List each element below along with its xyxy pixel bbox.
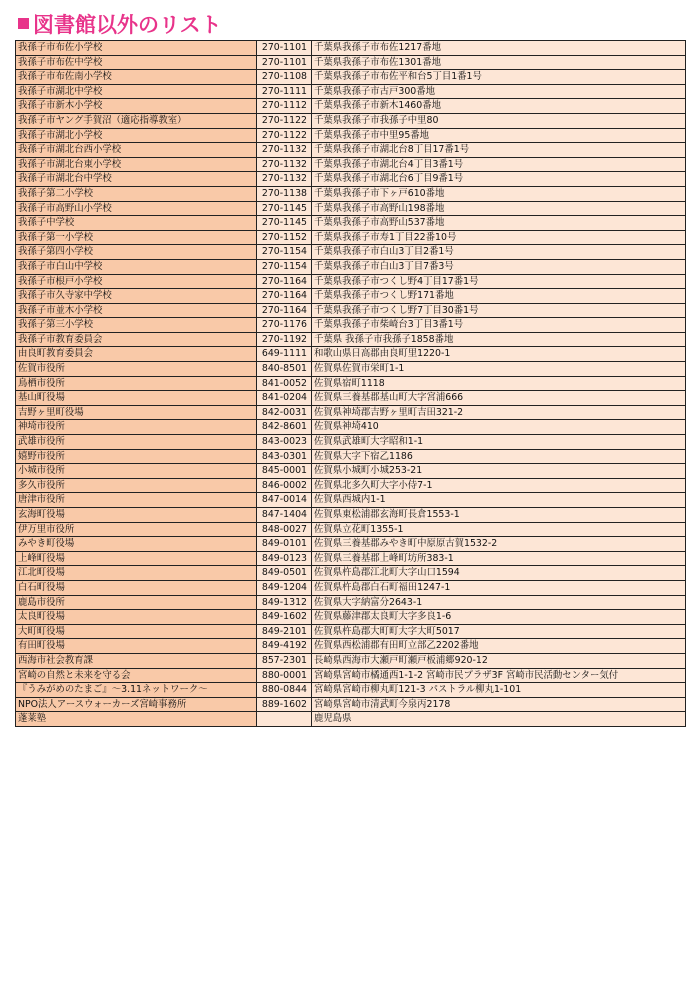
zip-cell: 270-1154 bbox=[257, 259, 312, 274]
zip-cell: 270-1108 bbox=[257, 70, 312, 85]
address-cell: 佐賀県神埼郡吉野ヶ里町吉田321-2 bbox=[312, 405, 686, 420]
table-row bbox=[16, 41, 686, 56]
name-cell: 我孫子市並木小学校 bbox=[16, 303, 257, 318]
zip-cell: 270-1192 bbox=[257, 332, 312, 347]
zip-cell: 270-1132 bbox=[257, 172, 312, 187]
zip-cell: 270-1164 bbox=[257, 289, 312, 304]
name-cell: 小城市役所 bbox=[16, 464, 257, 479]
table-row bbox=[16, 712, 686, 727]
zip-cell: 270-1122 bbox=[257, 128, 312, 143]
table-row bbox=[16, 172, 686, 187]
address-cell: 千葉県我孫子市新木1460番地 bbox=[312, 99, 686, 114]
table-row bbox=[16, 478, 686, 493]
address-cell: 佐賀県東松浦郡玄海町長倉1553-1 bbox=[312, 508, 686, 523]
table-row bbox=[16, 639, 686, 654]
zip-cell: 270-1101 bbox=[257, 41, 312, 56]
zip-cell: 849-0101 bbox=[257, 537, 312, 552]
address-cell: 佐賀県大字納富分2643-1 bbox=[312, 595, 686, 610]
name-cell: 鳥栖市役所 bbox=[16, 376, 257, 391]
address-cell: 千葉県我孫子市つくし野4丁目17番1号 bbox=[312, 274, 686, 289]
name-cell: 我孫子市布佐中学校 bbox=[16, 55, 257, 70]
zip-cell: 847-1404 bbox=[257, 508, 312, 523]
name-cell: 由良町教育委員会 bbox=[16, 347, 257, 362]
address-cell: 佐賀県三養基郡基山町大字宮浦666 bbox=[312, 391, 686, 406]
address-cell: 千葉県我孫子市布佐1301番地 bbox=[312, 55, 686, 70]
table-row bbox=[16, 274, 686, 289]
name-cell: 我孫子市湖北中学校 bbox=[16, 84, 257, 99]
address-cell: 佐賀県北多久町大字小侍7-1 bbox=[312, 478, 686, 493]
name-cell: NPO法人アースウォーカーズ宮崎事務所 bbox=[16, 697, 257, 712]
table-row bbox=[16, 697, 686, 712]
table-row bbox=[16, 566, 686, 581]
zip-cell: 843-0301 bbox=[257, 449, 312, 464]
address-cell: 佐賀県西松浦郡有田町立部乙2202番地 bbox=[312, 639, 686, 654]
name-cell: 伊万里市役所 bbox=[16, 522, 257, 537]
address-cell: 千葉県我孫子市下ヶ戸610番地 bbox=[312, 186, 686, 201]
address-cell: 千葉県我孫子市白山3丁目7番3号 bbox=[312, 259, 686, 274]
address-cell: 千葉県我孫子市湖北台4丁目3番1号 bbox=[312, 157, 686, 172]
address-cell: 佐賀県三養基郡みやき町中原原古賀1532-2 bbox=[312, 537, 686, 552]
zip-cell: 270-1145 bbox=[257, 201, 312, 216]
name-cell: 蓬莱塾 bbox=[16, 712, 257, 727]
table-row bbox=[16, 157, 686, 172]
name-cell: 『うみがめのたまご』～3.11ネットワーク～ bbox=[16, 683, 257, 698]
table-row bbox=[16, 668, 686, 683]
table-row bbox=[16, 332, 686, 347]
table-row bbox=[16, 99, 686, 114]
name-cell: 我孫子市湖北台西小学校 bbox=[16, 143, 257, 158]
address-cell: 長崎県西海市大瀬戸町瀬戸板浦郷920-12 bbox=[312, 653, 686, 668]
name-cell: 太良町役場 bbox=[16, 610, 257, 625]
name-cell: みやき町役場 bbox=[16, 537, 257, 552]
name-cell: 我孫子市久寺家中学校 bbox=[16, 289, 257, 304]
name-cell: 西海市社会教育課 bbox=[16, 653, 257, 668]
zip-cell: 880-0001 bbox=[257, 668, 312, 683]
zip-cell: 270-1152 bbox=[257, 230, 312, 245]
table-row bbox=[16, 435, 686, 450]
name-cell: 我孫子第四小学校 bbox=[16, 245, 257, 260]
name-cell: 我孫子第三小学校 bbox=[16, 318, 257, 333]
address-cell: 千葉県我孫子市寿1丁目22番10号 bbox=[312, 230, 686, 245]
zip-cell: 849-1602 bbox=[257, 610, 312, 625]
name-cell: 嬉野市役所 bbox=[16, 449, 257, 464]
zip-cell: 846-0002 bbox=[257, 478, 312, 493]
zip-cell: 270-1132 bbox=[257, 143, 312, 158]
table-row bbox=[16, 245, 686, 260]
address-cell: 千葉県我孫子市古戸300番地 bbox=[312, 84, 686, 99]
table-row bbox=[16, 522, 686, 537]
table-row bbox=[16, 464, 686, 479]
zip-cell: 849-1204 bbox=[257, 580, 312, 595]
name-cell: 大町町役場 bbox=[16, 624, 257, 639]
name-cell: 我孫子市湖北小学校 bbox=[16, 128, 257, 143]
table-row bbox=[16, 201, 686, 216]
title-square-icon bbox=[18, 18, 29, 29]
zip-cell: 270-1164 bbox=[257, 303, 312, 318]
zip-cell: 270-1176 bbox=[257, 318, 312, 333]
name-cell: 我孫子第一小学校 bbox=[16, 230, 257, 245]
zip-cell: 840-8501 bbox=[257, 362, 312, 377]
address-cell: 宮崎県宮崎市柳丸町121-3 パストラル柳丸1-101 bbox=[312, 683, 686, 698]
zip-cell: 880-0844 bbox=[257, 683, 312, 698]
name-cell: 我孫子市新木小学校 bbox=[16, 99, 257, 114]
address-cell: 佐賀県神埼410 bbox=[312, 420, 686, 435]
address-cell: 佐賀県杵島郡江北町大字山口1594 bbox=[312, 566, 686, 581]
zip-cell: 847-0014 bbox=[257, 493, 312, 508]
name-cell: 我孫子市布佐小学校 bbox=[16, 41, 257, 56]
table-row bbox=[16, 318, 686, 333]
address-cell: 千葉県我孫子市高野山198番地 bbox=[312, 201, 686, 216]
zip-cell: 849-4192 bbox=[257, 639, 312, 654]
institution-table bbox=[15, 40, 686, 727]
address-cell: 佐賀県宿町1118 bbox=[312, 376, 686, 391]
table-row bbox=[16, 303, 686, 318]
address-cell: 千葉県我孫子市中里95番地 bbox=[312, 128, 686, 143]
name-cell: 我孫子市教育委員会 bbox=[16, 332, 257, 347]
zip-cell: 889-1602 bbox=[257, 697, 312, 712]
address-cell: 千葉県我孫子市湖北台6丁目9番1号 bbox=[312, 172, 686, 187]
name-cell: 鹿島市役所 bbox=[16, 595, 257, 610]
table-row bbox=[16, 216, 686, 231]
zip-cell: 270-1154 bbox=[257, 245, 312, 260]
address-cell: 千葉県我孫子市つくし野171番地 bbox=[312, 289, 686, 304]
address-cell: 鹿児島県 bbox=[312, 712, 686, 727]
address-cell: 佐賀県西城内1-1 bbox=[312, 493, 686, 508]
address-cell: 千葉県我孫子市白山3丁目2番1号 bbox=[312, 245, 686, 260]
name-cell: 我孫子市湖北台中学校 bbox=[16, 172, 257, 187]
zip-cell: 845-0001 bbox=[257, 464, 312, 479]
name-cell: 玄海町役場 bbox=[16, 508, 257, 523]
name-cell: 唐津市役所 bbox=[16, 493, 257, 508]
name-cell: 江北町役場 bbox=[16, 566, 257, 581]
name-cell: 我孫子市ヤング手賀沼（適応指導教室） bbox=[16, 113, 257, 128]
table-row bbox=[16, 259, 686, 274]
zip-cell: 649-1111 bbox=[257, 347, 312, 362]
address-cell: 佐賀県大字下宿乙1186 bbox=[312, 449, 686, 464]
address-cell: 佐賀県杵島郡白石町福田1247-1 bbox=[312, 580, 686, 595]
address-cell: 佐賀県藤津郡太良町大字多良1-6 bbox=[312, 610, 686, 625]
table-row bbox=[16, 362, 686, 377]
name-cell: 我孫子市湖北台東小学校 bbox=[16, 157, 257, 172]
name-cell: 武雄市役所 bbox=[16, 435, 257, 450]
zip-cell: 842-0031 bbox=[257, 405, 312, 420]
zip-cell: 270-1111 bbox=[257, 84, 312, 99]
address-cell: 佐賀県杵島郡大町町大字大町5017 bbox=[312, 624, 686, 639]
name-cell: 上峰町役場 bbox=[16, 551, 257, 566]
zip-cell: 270-1132 bbox=[257, 157, 312, 172]
name-cell: 宮崎の自然と未来を守る会 bbox=[16, 668, 257, 683]
table-row bbox=[16, 493, 686, 508]
name-cell: 吉野ヶ里町役場 bbox=[16, 405, 257, 420]
table-row bbox=[16, 683, 686, 698]
name-cell: 佐賀市役所 bbox=[16, 362, 257, 377]
address-cell: 宮崎県宮崎市橘通西1-1-2 宮崎市民プラザ3F 宮崎市民活動センター気付 bbox=[312, 668, 686, 683]
zip-cell: 843-0023 bbox=[257, 435, 312, 450]
table-row bbox=[16, 595, 686, 610]
table-row bbox=[16, 143, 686, 158]
zip-cell: 841-0204 bbox=[257, 391, 312, 406]
address-cell: 千葉県我孫子市布佐1217番地 bbox=[312, 41, 686, 56]
page-title bbox=[18, 10, 222, 40]
name-cell: 基山町役場 bbox=[16, 391, 257, 406]
name-cell: 我孫子市高野山小学校 bbox=[16, 201, 257, 216]
name-cell: 我孫子中学校 bbox=[16, 216, 257, 231]
table-row bbox=[16, 580, 686, 595]
name-cell: 我孫子市白山中学校 bbox=[16, 259, 257, 274]
address-cell: 千葉県我孫子市つくし野7丁目30番1号 bbox=[312, 303, 686, 318]
zip-cell: 849-0123 bbox=[257, 551, 312, 566]
name-cell: 我孫子市布佐南小学校 bbox=[16, 70, 257, 85]
table-row bbox=[16, 508, 686, 523]
address-cell: 佐賀県佐賀市栄町1-1 bbox=[312, 362, 686, 377]
table-row bbox=[16, 113, 686, 128]
name-cell: 我孫子第二小学校 bbox=[16, 186, 257, 201]
zip-cell bbox=[257, 712, 312, 727]
table-row bbox=[16, 289, 686, 304]
name-cell: 我孫子市根戸小学校 bbox=[16, 274, 257, 289]
name-cell: 神埼市役所 bbox=[16, 420, 257, 435]
address-cell: 千葉県 我孫子市我孫子1858番地 bbox=[312, 332, 686, 347]
zip-cell: 270-1112 bbox=[257, 99, 312, 114]
zip-cell: 270-1138 bbox=[257, 186, 312, 201]
address-cell: 和歌山県日高郡由良町里1220-1 bbox=[312, 347, 686, 362]
address-cell: 佐賀県武雄町大字昭和1-1 bbox=[312, 435, 686, 450]
address-cell: 千葉県我孫子市柴崎台3丁目3番1号 bbox=[312, 318, 686, 333]
table-row bbox=[16, 537, 686, 552]
address-cell: 千葉県我孫子市我孫子中里80 bbox=[312, 113, 686, 128]
table-row bbox=[16, 84, 686, 99]
zip-cell: 849-1312 bbox=[257, 595, 312, 610]
zip-cell: 849-0501 bbox=[257, 566, 312, 581]
table-row bbox=[16, 653, 686, 668]
table-row bbox=[16, 347, 686, 362]
table-row bbox=[16, 624, 686, 639]
address-cell: 佐賀県立花町1355-1 bbox=[312, 522, 686, 537]
zip-cell: 270-1101 bbox=[257, 55, 312, 70]
name-cell: 白石町役場 bbox=[16, 580, 257, 595]
table-row bbox=[16, 70, 686, 85]
address-cell: 千葉県我孫子市高野山537番地 bbox=[312, 216, 686, 231]
address-cell: 千葉県我孫子市布佐平和台5丁目1番1号 bbox=[312, 70, 686, 85]
table-row bbox=[16, 128, 686, 143]
table-row bbox=[16, 186, 686, 201]
address-cell: 佐賀県小城町小城253-21 bbox=[312, 464, 686, 479]
zip-cell: 270-1145 bbox=[257, 216, 312, 231]
zip-cell: 842-8601 bbox=[257, 420, 312, 435]
table-row bbox=[16, 551, 686, 566]
address-cell: 宮崎県宮崎市清武町今泉丙2178 bbox=[312, 697, 686, 712]
table-row bbox=[16, 55, 686, 70]
zip-cell: 270-1164 bbox=[257, 274, 312, 289]
address-cell: 佐賀県三養基郡上峰町坊所383-1 bbox=[312, 551, 686, 566]
table-row bbox=[16, 230, 686, 245]
table-row bbox=[16, 391, 686, 406]
zip-cell: 849-2101 bbox=[257, 624, 312, 639]
table-row bbox=[16, 405, 686, 420]
address-cell: 千葉県我孫子市湖北台8丁目17番1号 bbox=[312, 143, 686, 158]
table-row bbox=[16, 420, 686, 435]
table-row bbox=[16, 610, 686, 625]
zip-cell: 841-0052 bbox=[257, 376, 312, 391]
name-cell: 有田町役場 bbox=[16, 639, 257, 654]
zip-cell: 857-2301 bbox=[257, 653, 312, 668]
name-cell: 多久市役所 bbox=[16, 478, 257, 493]
institution-table-body bbox=[16, 41, 686, 727]
zip-cell: 848-0027 bbox=[257, 522, 312, 537]
table-row bbox=[16, 449, 686, 464]
table-row bbox=[16, 376, 686, 391]
page-title-text: 図書館以外のリスト bbox=[33, 13, 222, 37]
zip-cell: 270-1122 bbox=[257, 113, 312, 128]
